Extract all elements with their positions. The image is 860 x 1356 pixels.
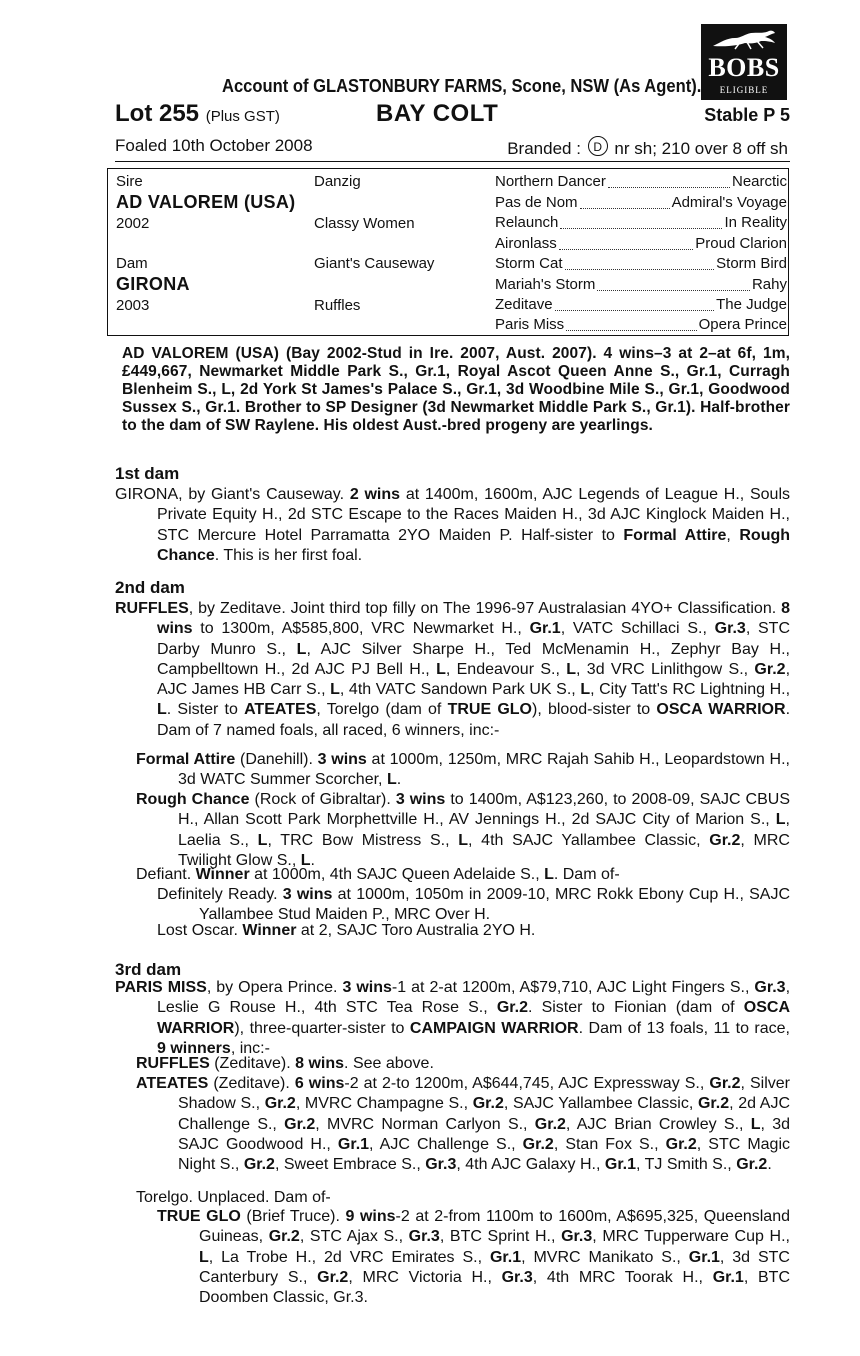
lost-oscar-entry: Lost Oscar. Winner at 2, SAJC Toro Australia 2YO H. (157, 922, 536, 939)
sire-name: AD VALOREM (USA) (116, 192, 296, 212)
dam-dam: Ruffles (314, 297, 361, 314)
ateates-entry: ATEATES (Zeditave). 6 wins-2 at 2-to 1200m, A$644,745, AJC Expressway S., Gr.2, Silver Shadow S., Gr.2, MVRC Champagne S., Gr.2, SAJC Yallambee Classic, Gr.2, 2d AJC Challenge S., Gr.2, MVRC Norman Carlyon S., Gr.2, AJC Brian Crowley S., L, 3d SAJC Goodwood H., Gr.1, AJC Challenge S., Gr.2, Stan Fox S., Gr.2, STC Magic Night S., Gr.2, Sweet Embrace S., Gr.3, 4th AJC Galaxy H., Gr.1, TJ Smith S., Gr.2. (136, 1075, 791, 1174)
paris-miss-entry: PARIS MISS, by Opera Prince. 3 wins-1 at 2-at 1200m, A$79,710, AJC Light Fingers S., Gr.3, Leslie G Rouse H., 4th STC Tea Rose S., Gr.2. Sister to Fionian (dam of OSCA WARRIOR), three-quarter-sister to CAMPAIGN WARRIOR. Dam of 13 foals, 11 to race, 9 winners, inc:- (115, 979, 791, 1057)
defiant-entry: Defiant. Winner at 1000m, 4th SAJC Queen Adelaide S., L. Dam of- (136, 866, 620, 883)
stable-location: Stable P 5 (704, 105, 790, 125)
foaled-date: Foaled 10th October 2008 (115, 136, 313, 155)
colour-sex: BAY COLT (376, 100, 499, 127)
lot-note: (Plus GST) (205, 108, 280, 125)
lot-header (115, 100, 790, 130)
true-glo-entry: TRUE GLO (Brief Truce). 9 wins-2 at 2-from 1100m to 1600m, A$695,325, Queensland Guineas, Gr.2, STC Ajax S., Gr.3, BTC Sprint H., Gr.3, MRC Tupperware Cup H., L, La Trobe H., 2d VRC Emirates S., Gr.1, MVRC Manikato S., Gr.1, 3d STC Canterbury S., Gr.2, MRC Victoria H., Gr.3, 4th MRC Toorak H., Gr.1, BTC Doomben Classic, Gr.3. (157, 1208, 791, 1307)
dam-name: GIRONA (116, 274, 190, 294)
ancestor-row: Pas de Nom Admiral's Voyage (495, 194, 787, 211)
sire-sire: Danzig (314, 173, 361, 190)
dam-label: Dam (116, 255, 148, 272)
header-divider (115, 161, 790, 162)
sire-summary: AD VALOREM (USA) (Bay 2002-Stud in Ire. 2007, Aust. 2007). 4 wins–3 at 2–at 6f, 1m, £449,667, Newmarket Middle Park S., Gr.1, Royal Ascot Queen Anne S., Gr.1, Curragh Blenheim S., L, 2d York St James's Palace S., Gr.1, 3d Woodbine Mile S., Gr.1, Goodwood Sussex S., Gr.1. Brother to SP Designer (3d Newmarket Middle Park S., Gr.1). Half-brother to the dam of SW Raylene. His oldest Aust.-bred progeny are yearlings. (122, 345, 790, 434)
ancestor-row: Paris Miss Opera Prince (495, 316, 787, 333)
branded-label: Branded : (507, 139, 581, 158)
foaling-line (115, 136, 790, 162)
pedigree-table (107, 168, 789, 336)
formal-attire-entry: Formal Attire (Danehill). 3 wins at 1000m, 1250m, MRC Rajah Sahib H., Leopardstown H., 3d WATC Summer Scorcher, L. (136, 751, 791, 789)
ruffles-entry: RUFFLES, by Zeditave. Joint third top filly on The 1996-97 Australasian 4YO+ Classification. 8 wins to 1300m, A$585,800, VRC Newmarket H., Gr.1, VATC Schillaci S., Gr.3, STC Darby Munro S., L, AJC Silver Sharpe H., Ted McMenamin H., Zephyr Bay H., Campbelltown H., 2d AJC PJ Bell H., L, Endeavour S., L, 3d VRC Linlithgow S., Gr.2, AJC James HB Carr S., L, 4th VATC Sandown Park UK S., L, City Tatt's RC Lightning H., L. Sister to ATEATES, Torelgo (dam of TRUE GLO), blood-sister to OSCA WARRIOR. Dam of 7 named foals, all raced, 6 winners, inc:- (115, 600, 791, 739)
rough-chance-entry: Rough Chance (Rock of Gibraltar). 3 wins to 1400m, A$123,260, to 2008-09, SAJC CBUS H., Allan Scott Park Morphettville H., AV Jennings H., 2d SAJC City of Marion S., L, Laelia S., L, TRC Bow Mistress S., L, 4th SAJC Yallambee Classic, Gr.2, MRC Twilight Glow S., L. (136, 791, 790, 869)
torelgo-entry: Torelgo. Unplaced. Dam of- (136, 1189, 331, 1206)
sire-year: 2002 (116, 215, 150, 232)
definitely-ready-entry: Definitely Ready. 3 wins at 1000m, 1050m in 2009-10, MRC Rokk Ebony Cup H., SAJC Yallambee Stud Maiden P., MRC Over H. (157, 886, 791, 924)
second-dam-heading: 2nd dam (115, 578, 185, 597)
brand-circle-icon: D (588, 136, 608, 156)
branded-text: nr sh; 210 over 8 off sh (614, 139, 788, 158)
ancestor-row: Storm Cat Storm Bird (495, 255, 787, 272)
ancestor-row: Relaunch In Reality (495, 214, 787, 231)
ruffles-short-entry: RUFFLES (Zeditave). 8 wins. See above. (136, 1055, 434, 1072)
girona-entry: GIRONA, by Giant's Causeway. 2 wins at 1400m, 1600m, AJC Legends of League H., Souls Private Equity H., 2d STC Escape to the Races Maiden H., 3d AJC Kinglock Maiden H., STC Mercure Hotel Parramatta 2YO Maiden P. Half-sister to Formal Attire, Rough Chance. This is her first foal. (115, 486, 791, 564)
logo-name: BOBS (708, 53, 780, 82)
first-dam-heading: 1st dam (115, 464, 180, 483)
sire-label: Sire (116, 173, 143, 190)
ancestor-row: Northern Dancer Nearctic (495, 173, 787, 190)
ancestor-row: Aironlass Proud Clarion (495, 235, 787, 252)
third-dam-heading: 3rd dam (115, 960, 182, 979)
bobs-eligible-logo (701, 24, 787, 100)
dam-year: 2003 (116, 297, 150, 314)
logo-subtitle: ELIGIBLE (719, 85, 769, 95)
brand-details (507, 136, 788, 159)
vendor-account: Account of GLASTONBURY FARMS, Scone, NSW (As Agent). (222, 76, 702, 96)
dam-sire: Giant's Causeway (314, 255, 435, 272)
ancestor-row: Mariah's Storm Rahy (495, 276, 787, 293)
galloping-horse-icon (711, 28, 777, 50)
lot-label: Lot 255 (115, 100, 200, 127)
lot-number (115, 100, 280, 128)
ancestor-row: Zeditave The Judge (495, 296, 787, 313)
sire-dam: Classy Women (314, 215, 415, 232)
